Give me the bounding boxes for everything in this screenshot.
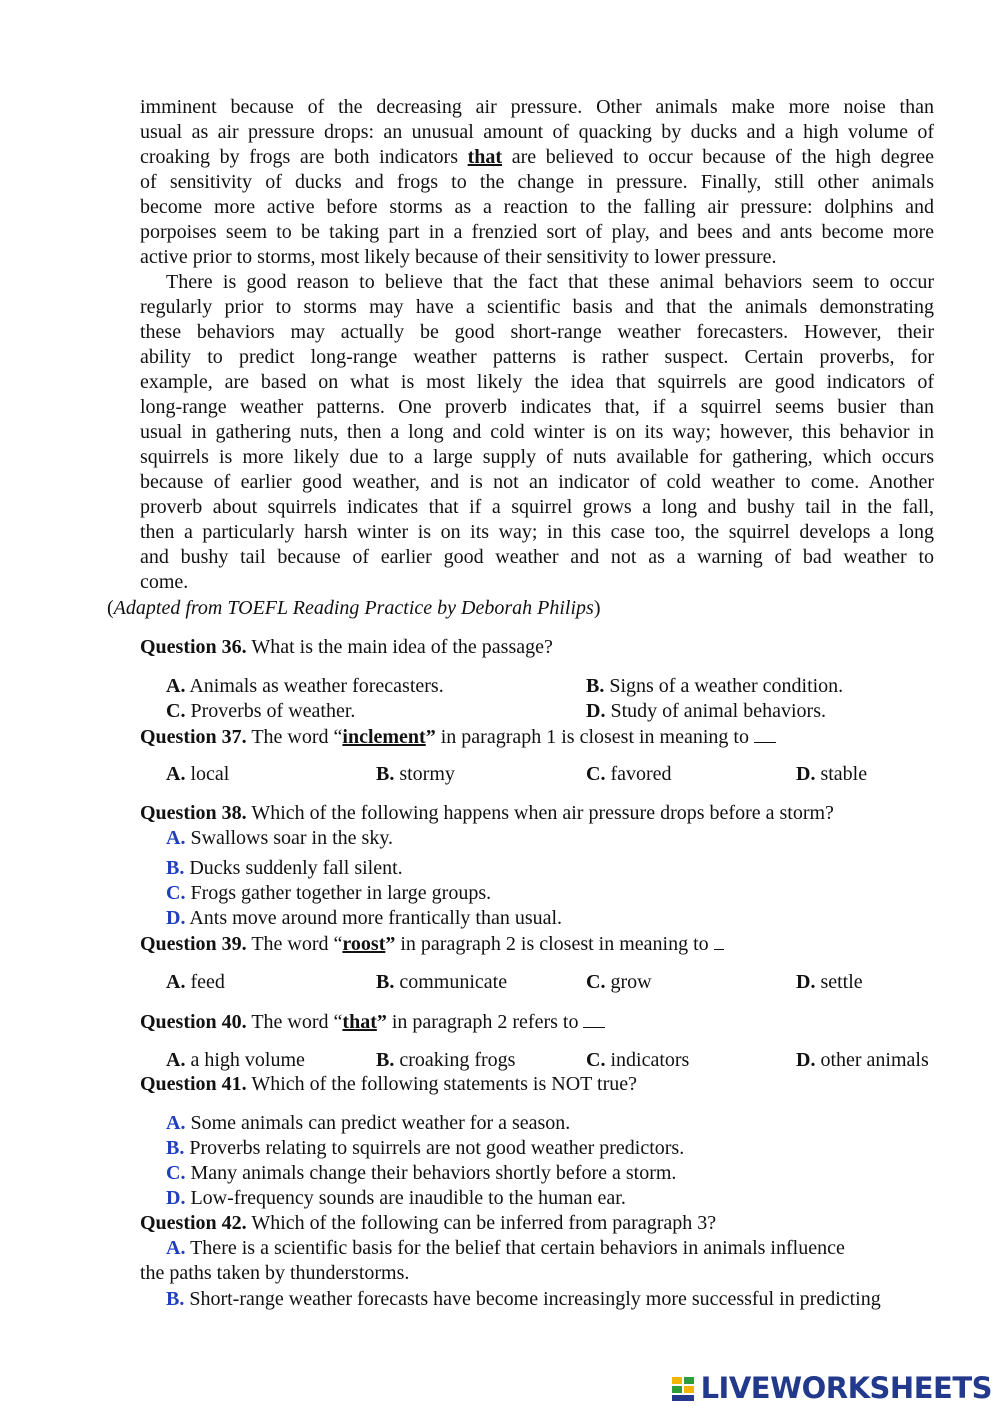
option-37-c[interactable]: C. favored [586,763,672,785]
question-label: Question 39. [140,933,247,955]
option-41-c[interactable]: C. Many animals change their behaviors shortly before a storm. [166,1162,677,1184]
keyword-that: that [467,146,503,168]
source-credit: (Adapted from TOEFL Reading Practice by Deborah Philips) [107,597,601,619]
answer-blank [754,724,776,743]
passage-line: regularly prior to storms may have a scientific basis and that the animals demonstrating [140,296,934,318]
question-38: Question 38. Which of the following happens when air pressure drops before a storm? [140,802,834,824]
liveworksheets-brand: LIVEWORKSHEETS [700,1371,992,1405]
option-41-d[interactable]: D. Low-frequency sounds are inaudible to the human ear. [166,1187,626,1209]
passage-line: these behaviors may actually be good short-range weather forecasters. However, their [140,321,934,343]
option-38-b[interactable]: B. Ducks suddenly fall silent. [166,857,403,879]
passage-line: because of earlier good weather, and is not an indicator of cold weather to come. Another [140,471,934,493]
question-37: Question 37. The word “inclement” in paragraph 1 is closest in meaning to [140,724,934,750]
option-38-d[interactable]: D. Ants move around more frantically than usual. [166,907,563,929]
passage-line: example, are based on what is most likely the idea that squirrels are good indicators of [140,371,934,393]
option-38-c[interactable]: C. Frogs gather together in large groups. [166,882,492,904]
passage-line: become more active before storms as a reaction to the falling air pressure: dolphins and [140,196,934,218]
question-36 [140,635,934,660]
keyword-roost: roost [342,933,386,955]
passage-line [140,145,934,170]
passage-line: There is good reason to believe that the fact that these animal behaviors seem to occur [166,271,934,293]
passage-line: porpoises seem to be taking part in a frenzied sort of play, and bees and ants become more [140,221,934,243]
question-label: Question 38. [140,802,247,824]
passage-line: imminent because of the decreasing air pressure. Other animals make more noise than [140,96,934,118]
option-37-d[interactable]: D. stable [796,763,868,785]
question-label: Question 40. [140,1011,247,1033]
passage-text: croaking by frogs are both indicators [140,146,458,168]
option-36-c[interactable]: C. Proverbs of weather. [166,700,356,722]
question-label: Question 36. [140,636,247,658]
option-40-b[interactable]: B. croaking frogs [376,1049,516,1071]
question-label: Question 41. [140,1073,247,1095]
option-41-a[interactable]: A. Some animals can predict weather for a season. [166,1112,571,1134]
passage-line: proverb about squirrels indicates that if a squirrel grows a long and bushy tail in the fall, [140,496,934,518]
option-42-b[interactable]: B. Short-range weather forecasts have become increasingly more successful in predicting [166,1288,881,1310]
option-36-d[interactable]: D. Study of animal behaviors. [586,700,826,722]
passage-line: of sensitivity of ducks and frogs to the change in pressure. Finally, still other animals [140,171,934,193]
option-36-a[interactable]: A. Animals as weather forecasters. [166,675,444,697]
option-40-a[interactable]: A. a high volume [166,1049,305,1071]
question-text: What is the main idea of the passage? [251,636,553,658]
question-40: Question 40. The word “that” in paragraph 2 refers to [140,1009,934,1035]
passage-line: ability to predict long-range weather patterns is rather suspect. Certain proverbs, for [140,346,934,368]
liveworksheets-logo[interactable] [671,1371,992,1405]
passage-line: squirrels is more likely due to a large supply of nuts available for gathering, which occurs [140,446,934,468]
answer-blank [583,1009,605,1028]
question-39: Question 39. The word “roost” in paragraph 2 is closest in meaning to [140,931,934,957]
question-41: Question 41. Which of the following statements is NOT true? [140,1073,637,1095]
option-42-a[interactable]: A. There is a scientific basis for the belief that certain behaviors in animals influence [166,1237,845,1259]
question-label: Question 42. [140,1212,247,1234]
passage-line: come. [140,571,189,593]
keyword-inclement: inclement [342,726,426,748]
option-37-b[interactable]: B. stormy [376,763,455,785]
option-37-a[interactable]: A. local [166,763,230,785]
option-40-c[interactable]: C. indicators [586,1049,690,1071]
option-38-a[interactable]: A. Swallows soar in the sky. [166,827,394,849]
question-42: Question 42. Which of the following can be inferred from paragraph 3? [140,1212,717,1234]
option-36-b[interactable]: B. Signs of a weather condition. [586,675,844,697]
option-41-b[interactable]: B. Proverbs relating to squirrels are not good weather predictors. [166,1137,685,1159]
passage-line: and bushy tail because of earlier good weather and not as a warning of bad weather to [140,546,934,568]
passage-line: then a particularly harsh winter is on its way; in this case too, the squirrel develops a long [140,521,934,543]
liveworksheets-logo-icon [671,1373,697,1403]
passage-line: active prior to storms, most likely because of their sensitivity to lower pressure. [140,246,777,268]
passage-text: are believed to occur because of the high degree [511,146,934,168]
passage-line: usual as air pressure drops: an unusual amount of quacking by ducks and a high volume of [140,121,934,143]
option-42-a-continued: the paths taken by thunderstorms. [140,1262,410,1284]
keyword-that: that [342,1011,377,1033]
option-39-c[interactable]: C. grow [586,971,652,993]
question-label: Question 37. [140,726,247,748]
passage-line: long-range weather patterns. One proverb indicates that, if a squirrel seems busier than [140,396,934,418]
option-39-d[interactable]: D. settle [796,971,863,993]
answer-blank [714,931,724,950]
option-40-d[interactable]: D. other animals [796,1049,929,1071]
passage-line: usual in gathering nuts, then a long and cold winter is on its way; however, this behavior in [140,421,934,443]
option-39-a[interactable]: A. feed [166,971,225,993]
option-39-b[interactable]: B. communicate [376,971,508,993]
